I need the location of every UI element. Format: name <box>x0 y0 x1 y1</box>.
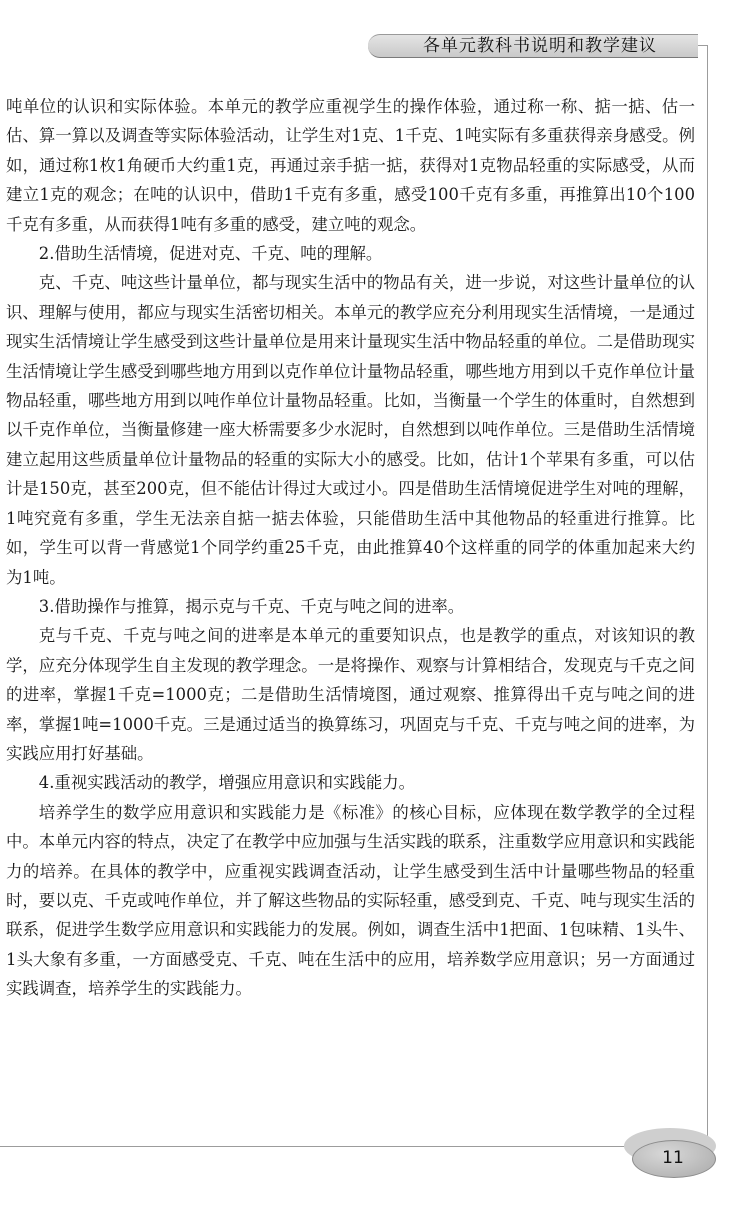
paragraph-conversion-rates: 克与千克、千克与吨之间的进率是本单元的重要知识点，也是教学的重点，对该知识的教学，应充分体现学生自主发现的教学理念。一是将操作、观察与计算相结合，发现克与千克之间的进率，掌握1千克=1000克；二是借助生活情境图，通过观察、推算得出千克与吨之间的进率，掌握1吨=1000千克。三是通过适当的换算练习，巩固克与千克、千克与吨之间的进率，为实践应用打好基础。 <box>6 626 695 763</box>
section-heading-3: 3.借助操作与推算，揭示克与千克、千克与吨之间的进率。 <box>38 596 465 616</box>
header-title: 各单元教科书说明和教学建议 <box>423 36 657 56</box>
section-heading-4: 4.重视实践活动的教学，增强应用意识和实践能力。 <box>38 773 416 793</box>
section-heading-2: 2.借助生活情境，促进对克、千克、吨的理解。 <box>38 244 383 264</box>
body-text <box>6 92 695 1004</box>
footer-rule <box>0 1146 708 1147</box>
paragraph-continuation: 吨单位的认识和实际体验。本单元的教学应重视学生的操作体验，通过称一称、掂一掂、估一估、算一算以及调查等实际体验活动，让学生对1克、1千克、1吨实际有多重获得亲身感受。例如，通过称1枚1角硬币大约重1克，再通过亲手掂一掂，获得对1克物品轻重的实际感受，从而建立1克的观念；在吨的认识中，借助1千克有多重，感受100千克有多重，再推算出10个100千克有多重，从而获得1吨有多重的感受，建立吨的观念。 <box>6 97 695 234</box>
right-margin-rule <box>707 45 708 1145</box>
paragraph-practice-activities: 培养学生的数学应用意识和实践能力是《标准》的核心目标，应体现在数学教学的全过程中。本单元内容的特点，决定了在教学中应加强与生活实践的联系，注重数学应用意识和实践能力的培养。在具体的教学中，应重视实践调查活动，让学生感受到生活中计量哪些物品的轻重时，要以克、千克或吨作单位，并了解这些物品的实际轻重，感受到克、千克、吨与现实生活的联系，促进学生数学应用意识和实践能力的发展。例如，调查生活中1把面、1包味精、1头牛、1头大象有多重，一方面感受克、千克、吨在生活中的应用，培养数学应用意识；另一方面通过实践调查，培养学生的实践能力。 <box>6 802 695 999</box>
page-number: 11 <box>662 1148 684 1168</box>
paragraph-life-context: 克、千克、吨这些计量单位，都与现实生活中的物品有关，进一步说，对这些计量单位的认识、理解与使用，都应与现实生活密切相关。本单元的教学应充分利用现实生活情境，一是通过现实生活情境让学生感受到这些计量单位是用来计量现实生活中物品轻重的单位。二是借助现实生活情境让学生感受到哪些地方用到以克作单位计量物品轻重，哪些地方用到以千克作单位计量物品轻重，哪些地方用到以吨作单位计量物品轻重。比如，当衡量一个学生的体重时，自然想到以千克作单位，当衡量修建一座大桥需要多少水泥时，自然想到以吨作单位。三是借助生活情境建立起用这些质量单位计量物品的轻重的实际大小的感受。比如，估计1个苹果有多重，可以估计是150克，甚至200克，但不能估计得过大或过小。四是借助生活情境促进学生对吨的理解，1吨究竟有多重，学生无法亲自掂一掂去体验，只能借助生活中其他物品的轻重进行推算。比如，学生可以背一背感觉1个同学约重25千克，由此推算40个这样重的同学的体重加起来大约为1吨。 <box>6 273 695 587</box>
page-header <box>0 0 750 80</box>
